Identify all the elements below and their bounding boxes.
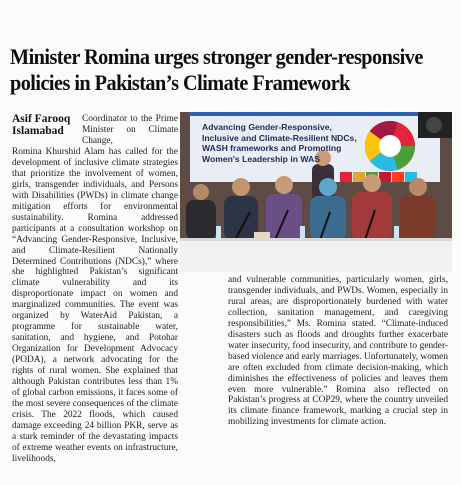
byline-location: Islamabad [12,125,64,137]
event-photo [180,112,452,272]
banner-line-2: Inclusive and Climate-Resilient NDCs, [202,132,357,143]
article-right-column: and vulnerable communities, particularly women, girls, transgender individuals, and PWDs. Women, especially in rural areas, are disproportionately burdened with water collection, sanitation management, and caregiving responsibilities,” Ms. Romina stated. “Climate-induced disasters such as floods and droughts further exacerbate water insecurity, food insecurity, and contribute to gender-based violence and early marriages. Unfortunately, women are often excluded from climate decision-making, which diminishes the effectiveness of policies and leaves them even more vulnerable.” Romina also reflected on Pakistan’s progress at COP29, where the country unveiled its climate finance framework, marking a crucial step in mobilizing investments for climate action. [228,275,448,428]
article-headline [10,44,423,96]
byline [12,113,78,137]
banner-line-3: WASH frameworks and Promoting [202,143,342,153]
banner-line-1: Advancing Gender-Responsive, [202,122,332,132]
article-lead-text: Coordinator to the Prime Minister on Climate Change, [82,114,178,146]
event-banner-text [202,122,370,164]
article-left-column: Romina Khurshid Alam has called for the development of inclusive climate strategies that prioritize the involvement of women, girls, transgender individuals, and Persons with Disabilities (PWDs) in climate change mitigation efforts for environmental sustainability. Romina addressed participants at a consultation workshop on “Advancing Gender-Responsive, Inclusive, and Climate-Resilient Nationally Determined Contributions (NDCs),” where she highlighted Pakistan’s significant climate vulnerability and its disproportionate impact on women and marginalized communities. The event was organized by WaterAid Pakistan, a programme for sustainable water, sanitation, and hygiene, and Potohar Organization for Development Advocacy (PODA), a network advocating for the rights of rural women. She explained that although Pakistan contributes less than 1% of global carbon emissions, it faces some of the most severe consequences of the climate crisis. The 2022 floods, which caused damage exceeding 24 billion PKR, serve as a stark reminder of the devastating impacts of extreme weather events on infrastructure, livelihoods, [12,147,178,464]
headline-line-1: Minister Romina urges stronger gender-responsive [10,44,423,69]
banner-line-4: Women's Leadership in WAS [202,153,320,164]
byline-name: Asif Farooq [12,113,71,125]
headline-line-2: policies in Pakistan’s Climate Framework [10,70,350,95]
